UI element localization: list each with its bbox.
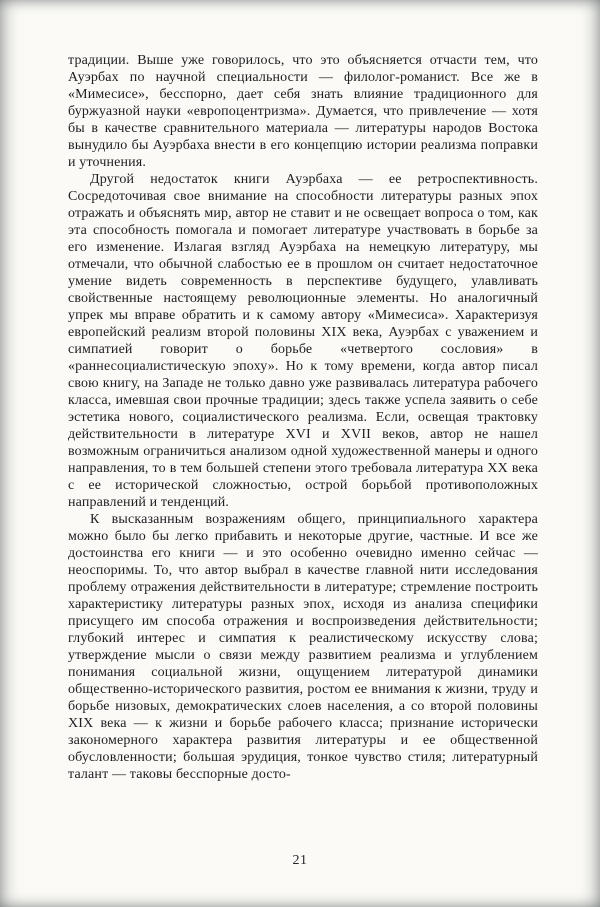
page-text-block: [68, 52, 538, 783]
paragraph-merits: К высказанным возражениям общего, принципиального характера можно было бы легко прибавить и некоторые другие, частные. И все же достоинства его книги — и это особенно очевидно именно сейчас — неоспоримы. То, что автор выбрал в качестве главной нити исследования проблему отражения действительности в литературе; стремление построить характеристику литературы разных эпох, исходя из анализа специфики присущего им способа отражения и воспроизведения действительности; глубокий интерес и симпатия к реалистическому искусству слова; утверждение мысли о связи между развитием реализма и углублением понимания социальной жизни, ощущением литературой динамики общественно-исторического развития, ростом ее внимания к жизни, труду и борьбе низовых, демократических слоев населения, а со второй половины XIX века — к жизни и борьбе рабочего класса; признание исторически закономерного характера развития литературы и ее общественной обусловленности; большая эрудиция, тонкое чувство стиля; литературный талант — таковы бесспорные досто-: [68, 512, 538, 782]
paragraph-continuation: традиции. Выше уже говорилось, что это объясняется отчасти тем, что Ауэрбах по научной специальности — филолог-романист. Все же в «Мимесисе», бесспорно, дает себя знать влияние традиционного для буржуазной науки «европоцентризма». Думается, что привлечение — хотя бы в качестве сравнительного материала — литературы народов Востока вынудило бы Ауэрбаха внести в его концепцию истории реализма поправки и уточнения.: [68, 53, 538, 170]
paragraph-retrospectivity: Другой недостаток книги Ауэрбаха — ее ретроспективность. Сосредоточивая свое внимание на способности литературы разных эпох отражать и объяснять мир, автор не ставит и не освещает вопроса о том, как эта способность помогала и помогает литературе участвовать в борьбе за его изменение. Излагая взгляд Ауэрбаха на немецкую литературу, мы отмечали, что обычной слабостью ее в прошлом он считает недостаточное умение видеть современность в перспективе будущего, улавливать свойственные настоящему революционные элементы. Но аналогичный упрек мы вправе обратить и к самому автору «Мимесиса». Характеризуя европейский реализм второй половины XIX века, Ауэрбах с уважением и симпатией говорит о борьбе «четвертого сословия» в «раннесоциалистическую эпоху». Но к тому времени, когда автор писал свою книгу, на Западе не только давно уже развивалась литература рабочего класса, имевшая свои прочные традиции; здесь также успела заявить о себе эстетика нового, социалистического реализма. Если, освещая трактовку действительности в литературе XVI и XVII веков, автор не нашел возможным ограничиться анализом одной художественной манеры и одного направления, то в тем большей степени этого требовала литература XX века с ее исторической сложностью, острой борьбой противоположных направлений и тенденций.: [68, 172, 538, 510]
page-number: 21: [292, 853, 308, 868]
